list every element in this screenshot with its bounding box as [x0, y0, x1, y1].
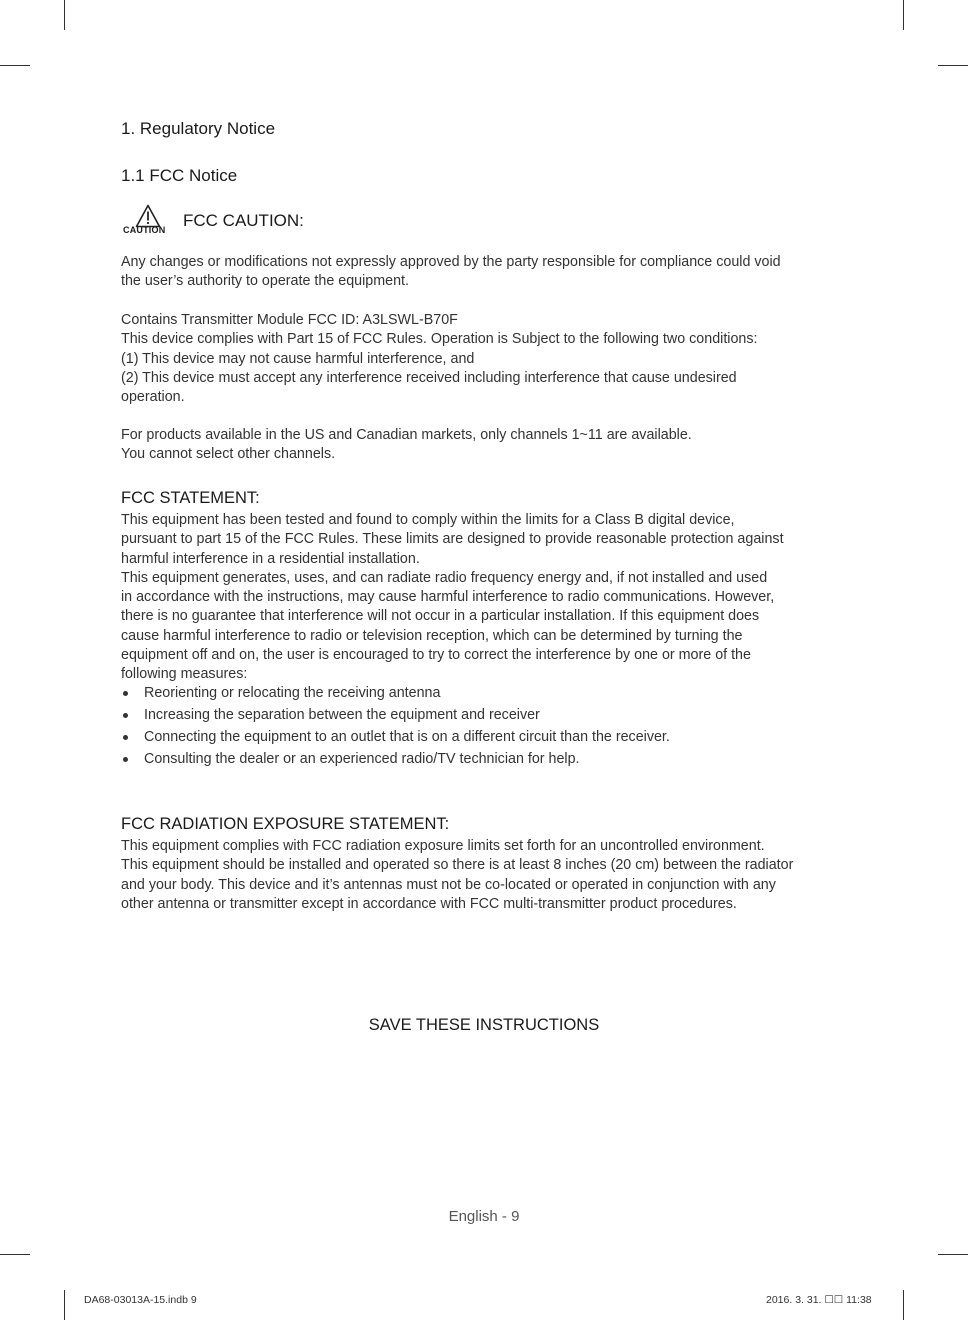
bullet-icon	[123, 735, 128, 740]
list-item: Consulting the dealer or an experienced radio/TV technician for help.	[121, 748, 670, 770]
radiation-exposure-body: This equipment complies with FCC radiation exposure limits set forth for an uncontrolled environment. This equipment should be installed and operated so there is at least 8 inches (20 cm) between the radiator and your body. This device and it’s antennas must not be co-located or operated in conjunction with any other antenna or transmitter except in accordance with FCC multi-transmitter product procedures.	[121, 838, 794, 912]
list-item: Connecting the equipment to an outlet that is on a different circuit than the receiver.	[121, 726, 670, 748]
fcc-caution-title: FCC CAUTION:	[183, 211, 304, 230]
crop-mark-top-right	[903, 0, 904, 30]
list-item: Increasing the separation between the equipment and receiver	[121, 704, 670, 726]
bullet-icon	[123, 691, 128, 696]
channels-paragraph: For products available in the US and Canadian markets, only channels 1~11 are available. You cannot select other channels.	[121, 427, 692, 463]
fcc-statement-title: FCC STATEMENT:	[121, 489, 260, 507]
fcc-caution-header	[121, 204, 321, 238]
radiation-exposure-title: FCC RADIATION EXPOSURE STATEMENT:	[121, 815, 450, 833]
crop-mark-top-left	[64, 0, 65, 30]
crop-mark-left-top	[0, 65, 30, 66]
save-instructions: SAVE THESE INSTRUCTIONS	[368, 1016, 600, 1034]
footer-timestamp: 2016. 3. 31. ☐☐ 11:38	[766, 1294, 872, 1306]
subsection-heading: 1.1 FCC Notice	[121, 166, 238, 185]
caution-label: CAUTION	[123, 225, 166, 235]
footer-file-name: DA68-03013A-15.indb 9	[84, 1294, 197, 1306]
crop-mark-bottom-left	[64, 1290, 65, 1320]
page-number: English - 9	[448, 1208, 520, 1225]
section-heading: 1. Regulatory Notice	[121, 119, 276, 138]
transmitter-module-paragraph: Contains Transmitter Module FCC ID: A3LSWL-B70F This device complies with Part 15 of FCC Rules. Operation is Subject to the following two conditions: (1) This device may not cause harmful interference, and (2) This device must accept any interference received including interference that cause undesired operation.	[121, 312, 758, 406]
bullet-icon	[123, 713, 128, 718]
bullet-icon	[123, 757, 128, 762]
crop-mark-right-top	[938, 65, 968, 66]
fcc-statement-body: This equipment has been tested and found to comply within the limits for a Class B digital device, pursuant to part 15 of the FCC Rules. These limits are designed to provide reasonable protection against harmful interference in a residential installation. This equipment generates, uses, and can radiate radio frequency energy and, if not installed and used in accordance with the instructions, may cause harmful interference to radio communications. However, there is no guarantee that interference will not occur in a particular installation. If this equipment does cause harmful interference to radio or television reception, which can be determined by turning the equipment off and on, the user is encouraged to try to correct the interference by one or more of the following measures:	[121, 512, 784, 683]
list-item: Reorienting or relocating the receiving antenna	[121, 682, 670, 704]
crop-mark-bottom-right	[903, 1290, 904, 1320]
crop-mark-left-bottom	[0, 1254, 30, 1255]
modifications-paragraph: Any changes or modifications not expressly approved by the party responsible for compliance could void the user’s authority to operate the equipment.	[121, 254, 781, 290]
crop-mark-right-bottom	[938, 1254, 968, 1255]
measures-list	[121, 682, 670, 770]
